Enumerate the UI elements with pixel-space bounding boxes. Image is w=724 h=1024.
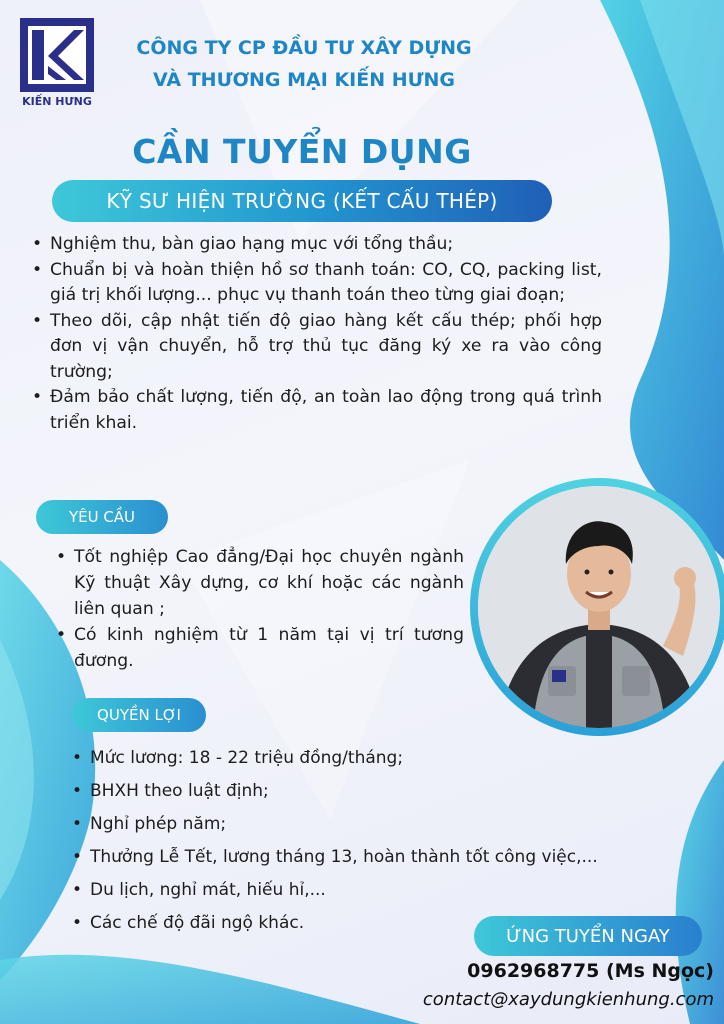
company-name — [104, 32, 504, 96]
benefits-list — [70, 742, 670, 940]
benefit-item: • BHXH theo luật định; — [70, 775, 670, 808]
duty-item: • Theo dõi, cập nhật tiến độ giao hàng kết cấu thép; phối hợp đơn vị vận chuyển, hỗ trợ thủ tục đăng ký xe ra vào công trường; — [28, 309, 602, 386]
hiring-title: CẦN TUYỂN DỤNG — [132, 132, 472, 171]
company-line-1: CÔNG TY CP ĐẦU TƯ XÂY DỰNG — [136, 37, 472, 59]
benefit-item: • Du lịch, nghỉ mát, hiếu hỉ,... — [70, 874, 670, 907]
candidate-photo — [478, 486, 720, 728]
requirement-item: • Có kinh nghiệm từ 1 năm tại vị trí tương đương. — [52, 622, 464, 674]
requirements-label: YÊU CẦU — [36, 500, 168, 534]
requirements-list — [52, 544, 464, 674]
company-line-2: VÀ THƯƠNG MẠI KIẾN HƯNG — [152, 69, 456, 91]
duties-list — [28, 232, 602, 436]
benefits-label: QUYỀN LỢI — [72, 698, 206, 732]
duty-item: • Đảm bảo chất lượng, tiến độ, an toàn lao động trong quá trình triển khai. — [28, 385, 602, 436]
duty-item: • Chuẩn bị và hoàn thiện hồ sơ thanh toán: CO, CQ, packing list, giá trị khối lượng... phục vụ thanh toán theo từng giai đoạn; — [28, 258, 602, 309]
apply-now-button[interactable]: ỨNG TUYỂN NGAY — [474, 916, 702, 956]
duty-item: • Nghiệm thu, bàn giao hạng mục với tổng thầu; — [28, 232, 602, 258]
contact-phone[interactable]: 0962968775 (Ms Ngọc) — [467, 960, 714, 982]
position-banner: KỸ SƯ HIỆN TRƯỜNG (KẾT CẤU THÉP) — [52, 180, 552, 222]
requirement-item: • Tốt nghiệp Cao đẳng/Đại học chuyên ngành Kỹ thuật Xây dựng, cơ khí hoặc các ngành liên quan ; — [52, 544, 464, 622]
benefit-item: • Mức lương: 18 - 22 triệu đồng/tháng; — [70, 742, 670, 775]
benefit-item: • Nghỉ phép năm; — [70, 808, 670, 841]
benefit-item: • Thưởng Lễ Tết, lương tháng 13, hoàn thành tốt công việc,... — [70, 841, 670, 874]
contact-email[interactable]: contact@xaydungkienhung.com — [422, 989, 714, 1010]
logo-text: KIẾN HƯNG — [22, 95, 92, 108]
benefit-item: • Các chế độ đãi ngộ khác. — [70, 907, 670, 940]
